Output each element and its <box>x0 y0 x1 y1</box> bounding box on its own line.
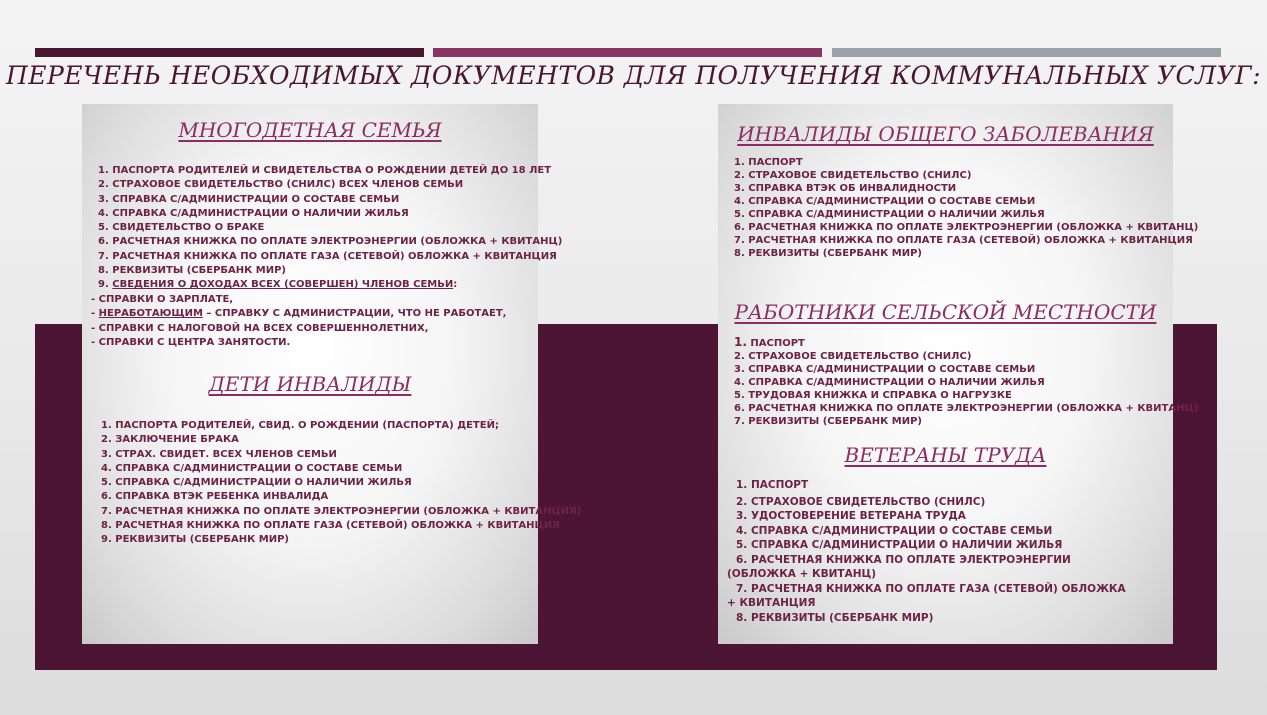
list-item: 1. ПАСПОРТА РОДИТЕЛЕЙ И СВИДЕТЕЛЬСТВА О РОЖДЕНИИ ДЕТЕЙ ДО 18 ЛЕТ <box>98 165 552 176</box>
list-item: 1. ПАСПОРТ <box>734 157 803 168</box>
list-item: 9. СВЕДЕНИЯ О ДОХОДАХ ВСЕХ (СОВЕРШЕН) ЧЛЕНОВ СЕМЬИ: <box>98 279 458 291</box>
heading-rural-workers: РАБОТНИКИ СЕЛЬСКОЙ МЕСТНОСТИ <box>734 300 1157 324</box>
list-item: 7. РАСЧЕТНАЯ КНИЖКА ПО ОПЛАТЕ ГАЗА (СЕТЕВОЙ) ОБЛОЖКА + КВИТАНЦИЯ <box>727 582 1126 609</box>
list-item: 1. ПАСПОРТ <box>736 479 809 491</box>
list-item: 6. РАСЧЕТНАЯ КНИЖКА ПО ОПЛАТЕ ЭЛЕКТРОЭНЕРГИИ (ОБЛОЖКА + КВИТАНЦ) <box>98 236 563 248</box>
list-item: 2. СТРАХОВОЕ СВИДЕТЕЛЬСТВО (СНИЛС) ВСЕХ ЧЛЕНОВ СЕМЬИ <box>98 179 464 191</box>
list-item: - СПРАВКИ С НАЛОГОВОЙ НА ВСЕХ СОВЕРШЕННОЛЕТНИХ, <box>91 322 429 334</box>
list-item: 1. ПАСПОРТ <box>734 335 805 349</box>
list-item: 5. СВИДЕТЕЛЬСТВО О БРАКЕ <box>98 222 265 234</box>
disabled-children-list <box>101 419 581 548</box>
top-bar-accent <box>433 48 822 57</box>
list-item: 6. РАСЧЕТНАЯ КНИЖКА ПО ОПЛАТЕ ЭЛЕКТРОЭНЕРГИИ (ОБЛОЖКА + КВИТАНЦ) <box>734 403 1199 414</box>
labor-veterans-list <box>727 478 1147 625</box>
list-item: 5. ТРУДОВАЯ КНИЖКА И СПРАВКА О НАГРУЗКЕ <box>734 390 1012 401</box>
list-item: 7. РЕКВИЗИТЫ (СБЕРБАНК МИР) <box>734 416 922 427</box>
heading-labor-veterans: ВЕТЕРАНЫ ТРУДА <box>844 443 1047 467</box>
top-bar-gray <box>832 48 1221 57</box>
list-item: 8. РАСЧЕТНАЯ КНИЖКА ПО ОПЛАТЕ ГАЗА (СЕТЕВОЙ) ОБЛОЖКА + КВИТАНЦИЯ <box>101 520 560 532</box>
list-item: 5. СПРАВКА С/АДМИНИСТРАЦИИ О НАЛИЧИИ ЖИЛЬЯ <box>101 477 412 489</box>
income-sublist <box>91 293 506 350</box>
list-item: 6. РАСЧЕТНАЯ КНИЖКА ПО ОПЛАТЕ ЭЛЕКТРОЭНЕРГИИ (ОБЛОЖКА + КВИТАНЦ) <box>734 222 1199 233</box>
list-item: 8. РЕКВИЗИТЫ (СБЕРБАНК МИР) <box>736 611 934 624</box>
list-item: 3. СТРАХ. СВИДЕТ. ВСЕХ ЧЛЕНОВ СЕМЬИ <box>101 448 337 460</box>
heading-disabled-children: ДЕТИ ИНВАЛИДЫ <box>208 372 412 396</box>
list-item: 7. РАСЧЕТНАЯ КНИЖКА ПО ОПЛАТЕ ЭЛЕКТРОЭНЕРГИИ (ОБЛОЖКА + КВИТАНЦИЯ) <box>101 505 582 517</box>
heading-large-family: МНОГОДЕТНАЯ СЕМЬЯ <box>178 118 442 142</box>
list-item: 2. СТРАХОВОЕ СВИДЕТЕЛЬСТВО (СНИЛС) <box>734 351 972 362</box>
list-item: 3. СПРАВКА С/АДМИНИСТРАЦИИ О СОСТАВЕ СЕМЬИ <box>98 193 400 205</box>
list-item: 5. СПРАВКА С/АДМИНИСТРАЦИИ О НАЛИЧИИ ЖИЛЬЯ <box>736 539 1063 551</box>
list-item: - СПРАВКИ О ЗАРПЛАТЕ, <box>91 294 234 305</box>
list-item: 4. СПРАВКА С/АДМИНИСТРАЦИИ О НАЛИЧИИ ЖИЛЬЯ <box>734 377 1045 388</box>
list-item: 7. РАСЧЕТНАЯ КНИЖКА ПО ОПЛАТЕ ГАЗА (СЕТЕВОЙ) ОБЛОЖКА + КВИТАНЦИЯ <box>734 235 1193 246</box>
list-item: 6. РАСЧЕТНАЯ КНИЖКА ПО ОПЛАТЕ ЭЛЕКТРОЭНЕРГИИ (ОБЛОЖКА + КВИТАНЦ) <box>727 553 1071 580</box>
list-item: 1. ПАСПОРТА РОДИТЕЛЕЙ, СВИД. О РОЖДЕНИИ (ПАСПОРТА) ДЕТЕЙ; <box>101 420 499 431</box>
left-card <box>82 104 582 644</box>
list-item: 3. УДОСТОВЕРЕНИЕ ВЕТЕРАНА ТРУДА <box>736 510 966 522</box>
list-item: 4. СПРАВКА С/АДМИНИСТРАЦИИ О НАЛИЧИИ ЖИЛЬЯ <box>98 207 409 219</box>
list-item: 3. СПРАВКА ВТЭК ОБ ИНВАЛИДНОСТИ <box>734 183 957 194</box>
list-item: - СПРАВКИ С ЦЕНТРА ЗАНЯТОСТИ. <box>91 336 291 348</box>
list-item: 8. РЕКВИЗИТЫ (СБЕРБАНК МИР) <box>734 248 922 259</box>
rural-workers-list <box>734 336 1198 428</box>
list-item: 4. СПРАВКА С/АДМИНИСТРАЦИИ О СОСТАВЕ СЕМЬИ <box>734 196 1036 207</box>
page-title: ПЕРЕЧЕНЬ НЕОБХОДИМЫХ ДОКУМЕНТОВ ДЛЯ ПОЛУЧЕНИЯ КОММУНАЛЬНЫХ УСЛУГ: <box>5 61 1262 90</box>
list-item: 4. СПРАВКА С/АДМИНИСТРАЦИИ О СОСТАВЕ СЕМЬИ <box>736 524 1053 537</box>
list-item: 9. РЕКВИЗИТЫ (СБЕРБАНК МИР) <box>101 534 289 546</box>
list-item: - НЕРАБОТАЮЩИМ – СПРАВКУ С АДМИНИСТРАЦИИ, ЧТО НЕ РАБОТАЕТ, <box>91 308 507 320</box>
large-family-list <box>98 164 562 293</box>
right-card <box>718 104 1199 644</box>
list-item: 4. СПРАВКА С/АДМИНИСТРАЦИИ О СОСТАВЕ СЕМЬИ <box>101 462 403 474</box>
list-item: 2. ЗАКЛЮЧЕНИЕ БРАКА <box>101 434 239 446</box>
list-item: 8. РЕКВИЗИТЫ (СБЕРБАНК МИР) <box>98 265 286 277</box>
heading-general-disability: ИНВАЛИДЫ ОБЩЕГО ЗАБОЛЕВАНИЯ <box>737 122 1154 146</box>
list-item: 2. СТРАХОВОЕ СВИДЕТЕЛЬСТВО (СНИЛС) <box>736 495 986 508</box>
list-item: 2. СТРАХОВОЕ СВИДЕТЕЛЬСТВО (СНИЛС) <box>734 170 972 181</box>
list-item: 6. СПРАВКА ВТЭК РЕБЕНКА ИНВАЛИДА <box>101 491 329 503</box>
list-item: 5. СПРАВКА С/АДМИНИСТРАЦИИ О НАЛИЧИИ ЖИЛЬЯ <box>734 209 1045 220</box>
top-bar-dark <box>35 48 424 57</box>
list-item: 3. СПРАВКА С/АДМИНИСТРАЦИИ О СОСТАВЕ СЕМЬИ <box>734 364 1036 375</box>
general-disability-list <box>734 156 1198 260</box>
list-item: 7. РАСЧЕТНАЯ КНИЖКА ПО ОПЛАТЕ ГАЗА (СЕТЕВОЙ) ОБЛОЖКА + КВИТАНЦИЯ <box>98 250 557 262</box>
